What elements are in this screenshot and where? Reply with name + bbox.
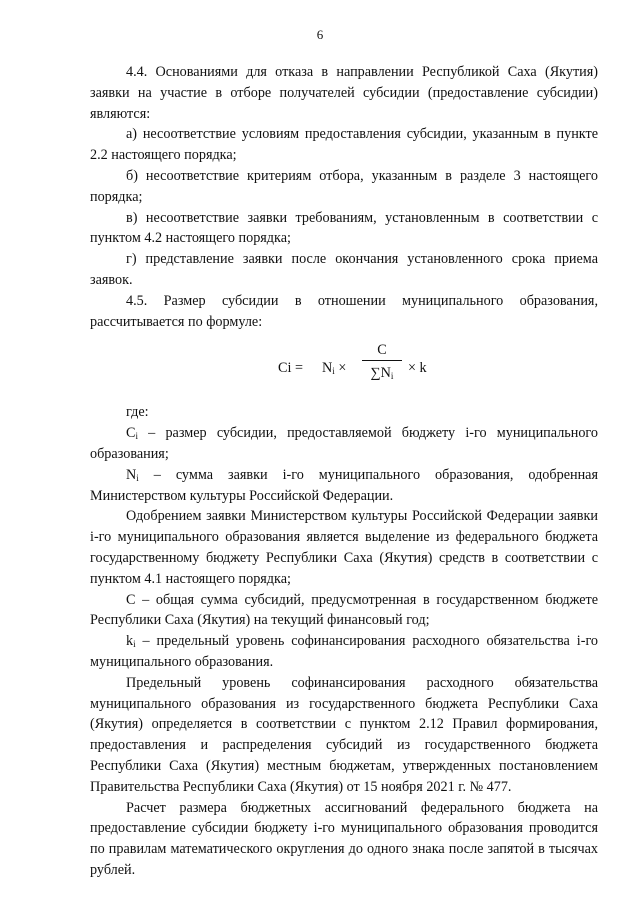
formula-denominator: $\sum N_i$ xyxy=(370,365,394,382)
paragraph-4-4-v: в) несоответствие заявки требованиям, установленным в соответствии с пунктом 4.2 настоящего порядка; xyxy=(90,209,598,247)
page-number: 6 xyxy=(316,27,324,42)
definition-ni: $N_i$ – сумма заявки i-го муниципального образования, одобренная Министерством культуры Российской Федерации. xyxy=(90,466,598,504)
fraction-bar xyxy=(362,360,402,361)
where-label: где: xyxy=(126,404,149,421)
definition-ci: $C_i$ – размер субсидии, предоставляемой бюджету i-го муниципального образования; xyxy=(90,425,598,462)
formula-fraction xyxy=(362,340,402,383)
paragraph-4-4-a: а) несоответствие условиям предоставления субсидии, указанным в пункте 2.2 настоящего порядка; xyxy=(90,126,598,164)
formula-lhs: Ci = xyxy=(278,360,303,377)
paragraph-calculation: Расчет размера бюджетных ассигнований федерального бюджета на предоставление субсидии бюджету i-го муниципального образования проводится по правилам математического округления до одного знака после запятой в тысячах рублей. xyxy=(90,799,598,878)
paragraph-4-4-g: г) представление заявки после окончания установленного срока приема заявок. xyxy=(90,251,598,288)
paragraph-approval: Одобрением заявки Министерством культуры Российской Федерации заявки i-го муниципального образования является выделение из федерального бюджета государственному бюджету Республики Саха (Якутия) средств в соответствии с пунктом 4.1 настоящего порядка; xyxy=(90,508,598,587)
paragraph-4-4: 4.4. Основаниями для отказа в направлении Республикой Саха (Якутия) заявки на участие в отборе получателей субсидии (предоставление субсидии) являются: xyxy=(90,64,598,122)
formula-rhs: × k xyxy=(408,360,427,377)
definition-ki: $k_i$ – предельный уровень софинансирования расходного обязательства i-го муниципального образования. xyxy=(90,633,598,670)
paragraph-4-5: 4.5. Размер субсидии в отношении муниципального образования, рассчитывается по формуле: xyxy=(90,292,598,330)
subsidy-formula xyxy=(90,338,598,402)
paragraph-limit: Предельный уровень софинансирования расходного обязательства муниципального образования из государственного бюджета Республики Саха (Якутия) определяется в соответствии с пунктом 2.12 Правил формирования, предоставления и распределения субсидий из государственного бюджета Республики Саха (Якутия) местным бюджетам, утвержденных постановлением Правительства Республики Саха (Якутия) от 15 ноября 2021 г. № 477. xyxy=(90,674,598,795)
paragraph-4-4-b: б) несоответствие критериям отбора, указанным в разделе 3 настоящего порядка; xyxy=(90,167,598,205)
formula-ni: $N_i$ × xyxy=(322,360,347,377)
formula-numerator: C xyxy=(377,342,387,359)
document-body xyxy=(90,62,598,881)
definition-c: С – общая сумма субсидий, предусмотренная в государственном бюджете Республики Саха (Якутия) на текущий финансовый год; xyxy=(90,591,598,629)
